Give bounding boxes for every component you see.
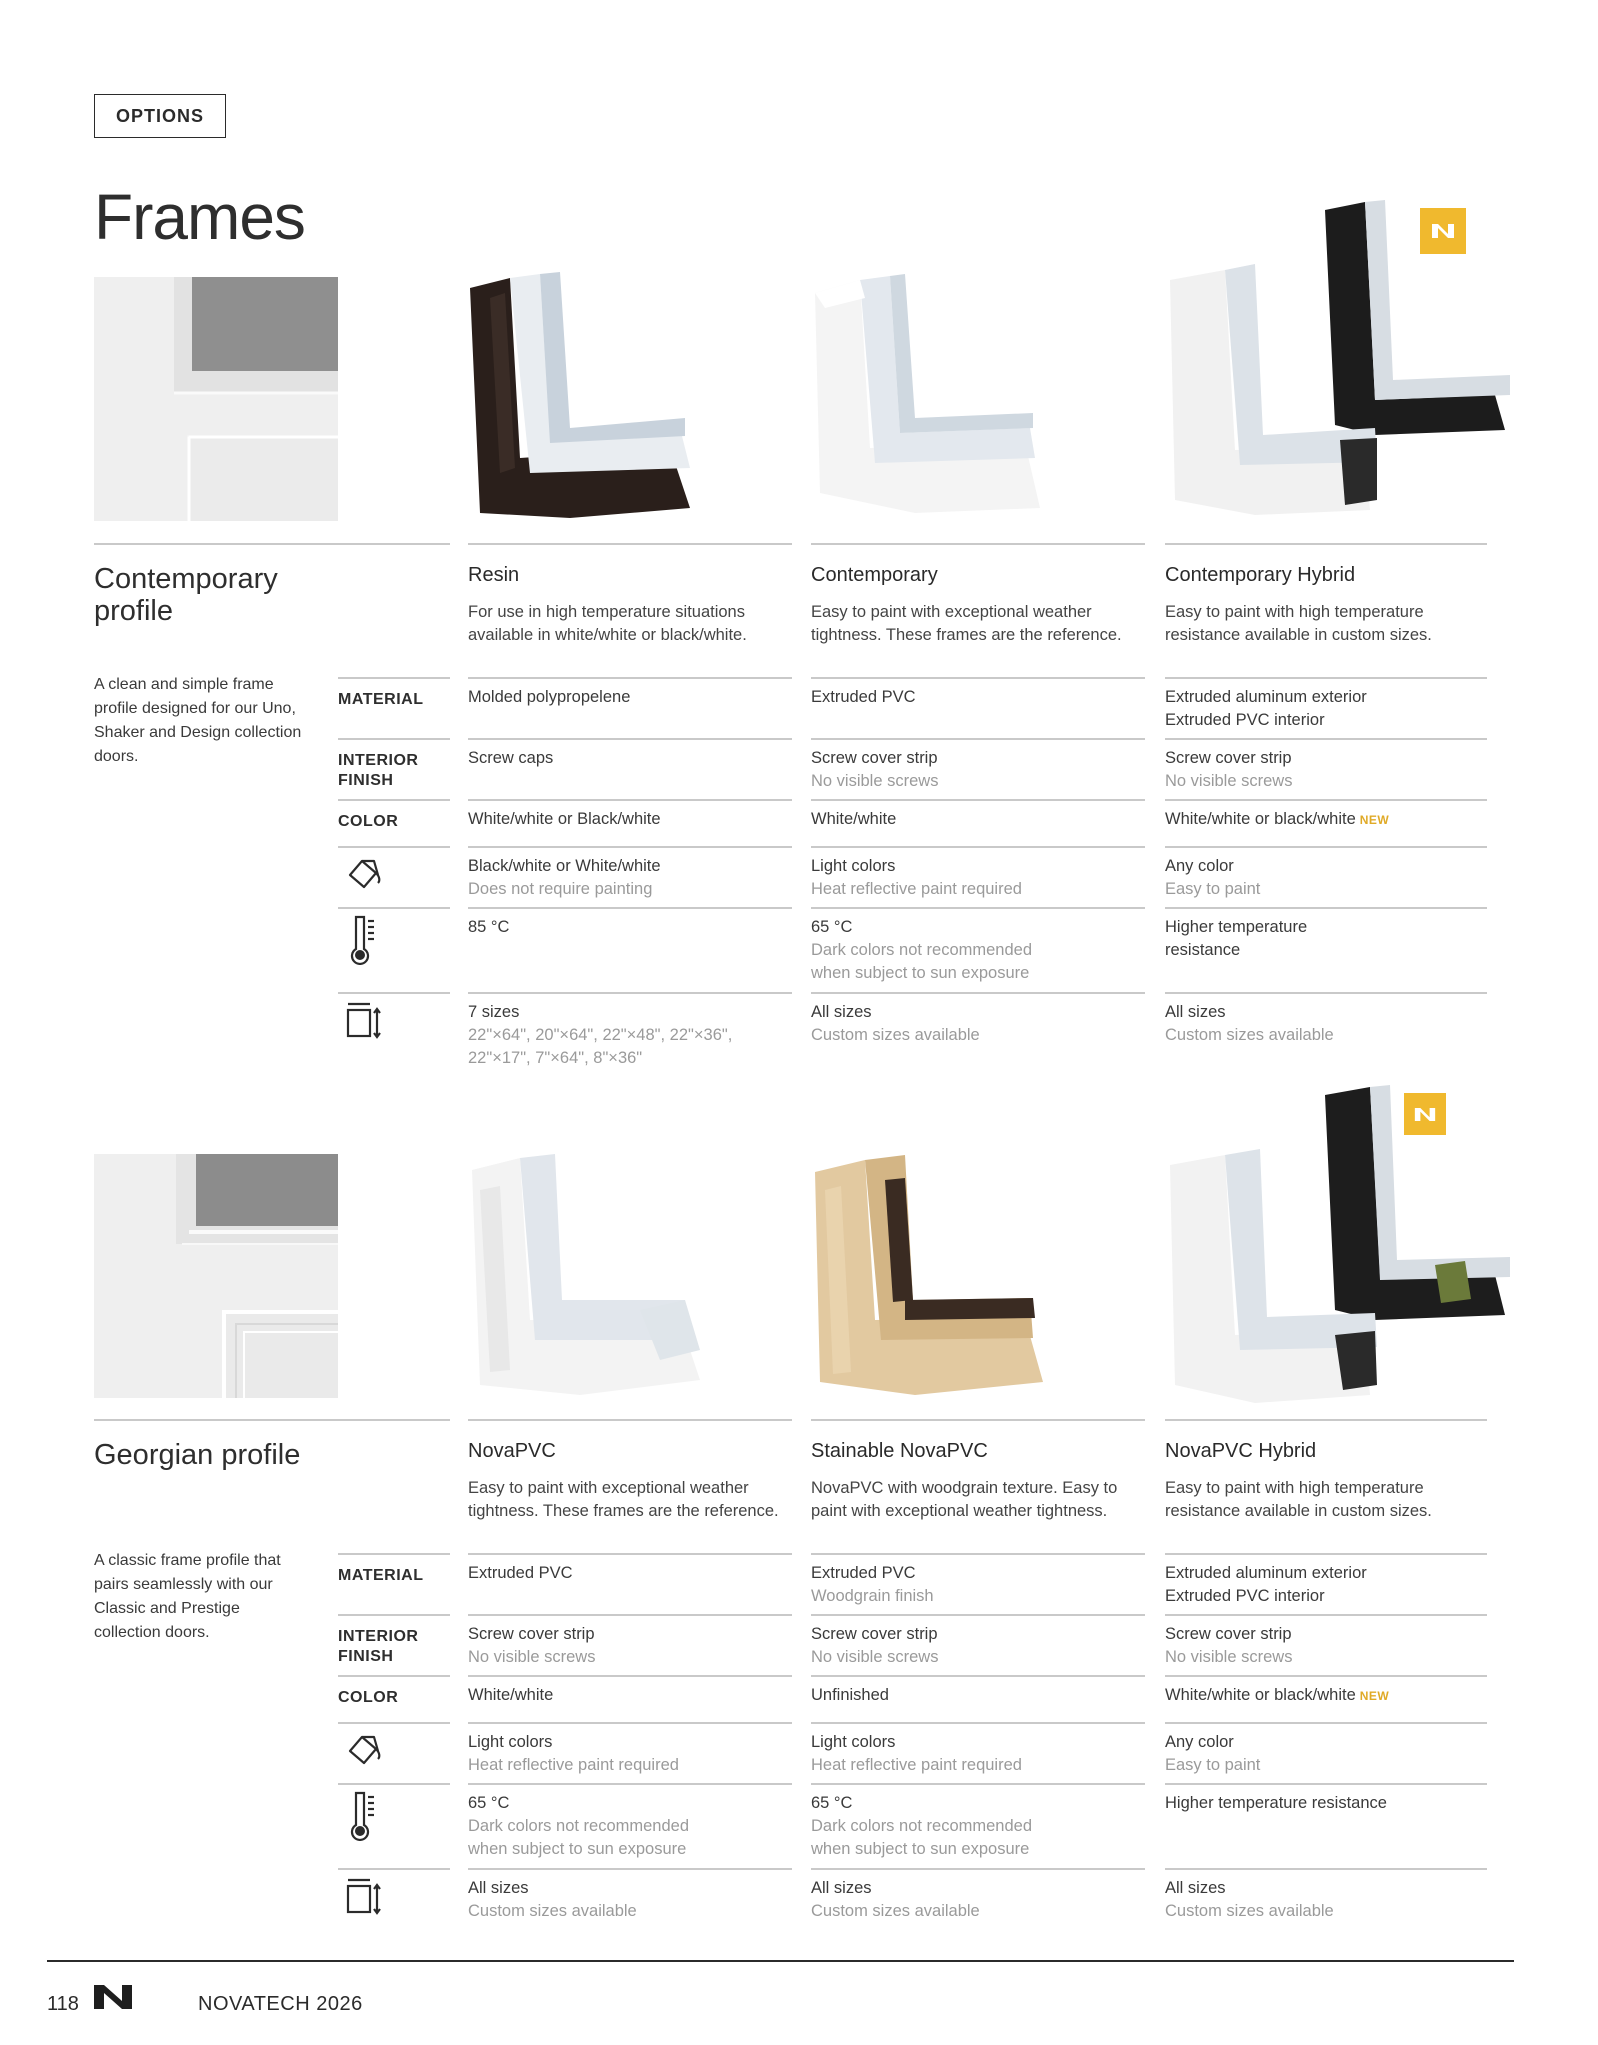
- page-title: Frames: [94, 181, 305, 253]
- color-cell: White/white or Black/white: [468, 810, 661, 828]
- sizes-cell: 7 sizes 22"×64", 20"×64", 22"×48", 22"×36", 22"×17", 7"×64", 8"×36": [468, 1003, 733, 1067]
- divider: [1165, 992, 1487, 994]
- color-cell: White/white: [811, 810, 897, 828]
- material-label: MATERIAL: [338, 1567, 424, 1584]
- profile-title: Contemporary profile: [94, 563, 278, 627]
- material-label: MATERIAL: [338, 691, 424, 708]
- divider: [1165, 543, 1487, 545]
- interior-cell: Screw cover strip No visible screws: [1165, 749, 1293, 790]
- color-cell: White/white: [468, 1686, 554, 1704]
- column-description: Easy to paint with high temperature resistance available in custom sizes.: [1165, 1479, 1432, 1520]
- divider: [1165, 1783, 1487, 1785]
- divider: [811, 677, 1145, 679]
- divider: [468, 543, 792, 545]
- divider: [94, 543, 450, 545]
- divider: [338, 846, 450, 848]
- n-logo-icon: [1413, 1106, 1437, 1123]
- divider: [1165, 677, 1487, 679]
- divider: [1165, 907, 1487, 909]
- divider: [811, 1783, 1145, 1785]
- new-badge: NEW: [1359, 1689, 1390, 1703]
- divider: [468, 992, 792, 994]
- divider: [1165, 1722, 1487, 1724]
- divider: [1165, 1868, 1487, 1870]
- interior-cell: Screw cover strip No visible screws: [811, 1625, 939, 1666]
- contemporary-door-image: [94, 277, 338, 521]
- material-cell: Extruded aluminum exterior Extruded PVC interior: [1165, 1564, 1367, 1605]
- column-title: Contemporary Hybrid: [1165, 564, 1356, 586]
- divider: [811, 738, 1145, 740]
- divider: [811, 992, 1145, 994]
- column-description: For use in high temperature situations available in white/white or black/white.: [468, 603, 747, 644]
- profile-description: A clean and simple frame profile designed for our Uno, Shaker and Design collection doors.: [94, 676, 302, 765]
- temperature-cell: 65 °C Dark colors not recommended when subject to sun exposure: [811, 918, 1033, 982]
- divider: [1165, 738, 1487, 740]
- divider: [468, 1553, 792, 1555]
- divider: [811, 799, 1145, 801]
- divider: [338, 677, 450, 679]
- novatech-n-badge: [1404, 1093, 1446, 1135]
- sizes-cell: All sizes Custom sizes available: [811, 1003, 980, 1044]
- material-cell: Extruded PVC: [468, 1564, 573, 1582]
- divider: [1165, 846, 1487, 848]
- divider: [811, 1675, 1145, 1677]
- paint-cell: Black/white or White/white Does not require painting: [468, 857, 661, 898]
- page-number: 118: [47, 1993, 79, 2015]
- paint-cell: Any color Easy to paint: [1165, 857, 1261, 898]
- paint-cell: Light colors Heat reflective paint required: [468, 1733, 679, 1774]
- paint-bucket-icon: [344, 853, 384, 893]
- footer-rule: [47, 1960, 1514, 1962]
- novapvc-hybrid-frame-image: [1165, 1085, 1525, 1415]
- temperature-cell: 65 °C Dark colors not recommended when subject to sun exposure: [468, 1794, 690, 1858]
- paint-cell: Light colors Heat reflective paint required: [811, 1733, 1022, 1774]
- interior-cell: Screw cover strip No visible screws: [811, 749, 939, 790]
- sizes-cell: All sizes Custom sizes available: [811, 1879, 980, 1920]
- material-cell: Extruded aluminum exterior Extruded PVC interior: [1165, 688, 1367, 729]
- sizes-cell: All sizes Custom sizes available: [1165, 1879, 1334, 1920]
- divider: [468, 907, 792, 909]
- divider: [338, 1553, 450, 1555]
- column-title: Resin: [468, 564, 520, 586]
- divider: [468, 677, 792, 679]
- column-description: Easy to paint with exceptional weather tightness. These frames are the reference.: [811, 603, 1122, 644]
- divider: [468, 738, 792, 740]
- divider: [811, 1868, 1145, 1870]
- color-cell: White/white or black/white NEW: [1165, 1686, 1390, 1704]
- interior-finish-label: INTERIOR FINISH: [338, 752, 419, 789]
- color-label: COLOR: [338, 1689, 399, 1706]
- thermometer-icon: [344, 913, 384, 965]
- size-dimensions-icon: [344, 1000, 384, 1040]
- column-description: Easy to paint with high temperature resistance available in custom sizes.: [1165, 603, 1432, 644]
- column-title: NovaPVC: [468, 1440, 556, 1462]
- temperature-cell: Higher temperature resistance: [1165, 918, 1308, 959]
- profile-description: A classic frame profile that pairs seamlessly with our Classic and Prestige collection doors.: [94, 1552, 281, 1641]
- divider: [1165, 799, 1487, 801]
- divider: [811, 543, 1145, 545]
- paint-cell: Light colors Heat reflective paint required: [811, 857, 1022, 898]
- material-cell: Molded polypropelene: [468, 688, 631, 706]
- divider: [811, 1614, 1145, 1616]
- divider: [468, 799, 792, 801]
- divider: [338, 799, 450, 801]
- divider: [811, 1722, 1145, 1724]
- sizes-cell: All sizes Custom sizes available: [468, 1879, 637, 1920]
- color-cell: Unfinished: [811, 1686, 889, 1704]
- interior-cell: Screw caps: [468, 749, 554, 767]
- divider: [468, 1675, 792, 1677]
- column-title: NovaPVC Hybrid: [1165, 1440, 1317, 1462]
- georgian-door-image: [94, 1154, 338, 1398]
- divider: [338, 992, 450, 994]
- divider: [468, 1722, 792, 1724]
- brand-footer-text: NOVATECH 2026: [198, 1993, 363, 2015]
- interior-cell: Screw cover strip No visible screws: [1165, 1625, 1293, 1666]
- material-cell: Extruded PVC: [811, 688, 916, 706]
- column-description: NovaPVC with woodgrain texture. Easy to paint with exceptional weather tightness.: [811, 1479, 1118, 1520]
- column-description: Easy to paint with exceptional weather tightness. These frames are the reference.: [468, 1479, 779, 1520]
- divider: [811, 1419, 1145, 1421]
- divider: [338, 1614, 450, 1616]
- divider: [338, 1868, 450, 1870]
- divider: [338, 1722, 450, 1724]
- divider: [338, 738, 450, 740]
- color-label: COLOR: [338, 813, 399, 830]
- contemporary-hybrid-frame-image: [1165, 200, 1525, 530]
- paint-cell: Any color Easy to paint: [1165, 1733, 1261, 1774]
- divider: [1165, 1419, 1487, 1421]
- color-cell: White/white or black/white NEW: [1165, 810, 1390, 828]
- novatech-n-badge: [1420, 208, 1466, 254]
- novapvc-frame-image: [460, 1150, 720, 1410]
- material-cell: Extruded PVC Woodgrain finish: [811, 1564, 934, 1605]
- contemporary-frame-image: [805, 268, 1065, 528]
- options-tag: OPTIONS: [94, 94, 226, 138]
- interior-finish-label: INTERIOR FINISH: [338, 1628, 419, 1665]
- sizes-cell: All sizes Custom sizes available: [1165, 1003, 1334, 1044]
- divider: [1165, 1675, 1487, 1677]
- resin-frame-image: [460, 268, 720, 528]
- divider: [468, 1783, 792, 1785]
- divider: [1165, 1614, 1487, 1616]
- column-title: Stainable NovaPVC: [811, 1440, 988, 1462]
- divider: [811, 907, 1145, 909]
- divider: [338, 1783, 450, 1785]
- profile-title: Georgian profile: [94, 1439, 301, 1471]
- divider: [94, 1419, 450, 1421]
- divider: [468, 1419, 792, 1421]
- divider: [468, 1868, 792, 1870]
- n-logo-icon: [1430, 222, 1456, 240]
- interior-cell: Screw cover strip No visible screws: [468, 1625, 596, 1666]
- divider: [468, 846, 792, 848]
- divider: [811, 1553, 1145, 1555]
- divider: [1165, 1553, 1487, 1555]
- divider: [811, 846, 1145, 848]
- thermometer-icon: [344, 1789, 384, 1841]
- divider: [338, 1675, 450, 1677]
- temperature-cell: 85 °C: [468, 918, 510, 936]
- temperature-cell: 65 °C Dark colors not recommended when subject to sun exposure: [811, 1794, 1033, 1858]
- temperature-cell: Higher temperature resistance: [1165, 1794, 1387, 1812]
- paint-bucket-icon: [344, 1729, 384, 1769]
- stainable-novapvc-frame-image: [805, 1150, 1065, 1410]
- novatech-logo-icon: [92, 1983, 136, 2011]
- new-badge: NEW: [1359, 813, 1390, 827]
- divider: [338, 907, 450, 909]
- size-dimensions-icon: [344, 1876, 384, 1916]
- column-title: Contemporary: [811, 564, 938, 586]
- divider: [468, 1614, 792, 1616]
